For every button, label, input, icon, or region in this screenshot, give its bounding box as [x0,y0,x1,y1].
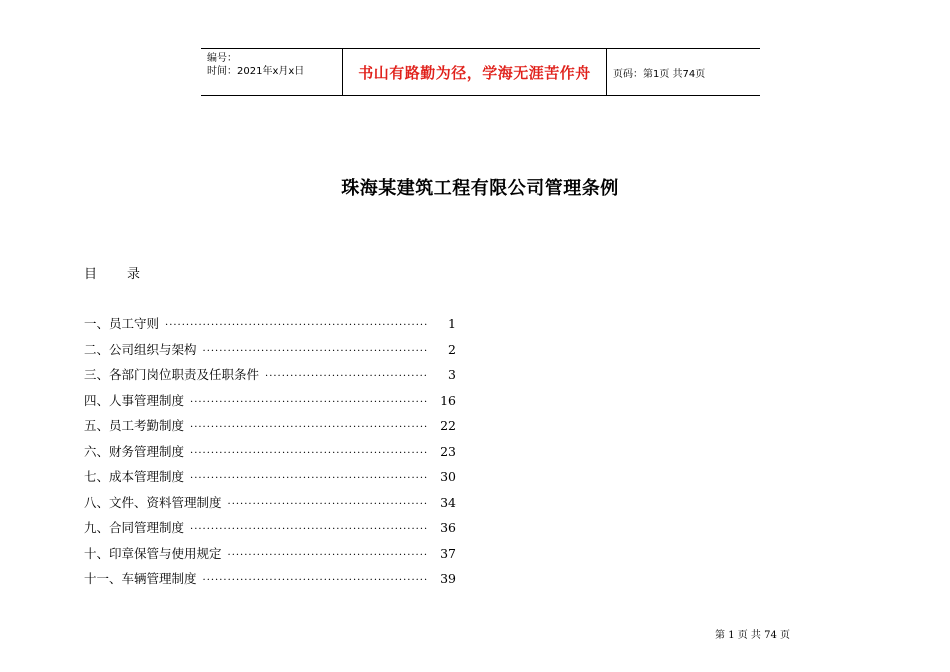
toc-leader-dots [203,346,428,357]
toc-item-label: 七、成本管理制度 [84,469,185,484]
toc-item-page: 34 [440,494,456,510]
toc-item-page: 22 [440,418,456,433]
header-motto: 书山有路勤为径，学海无涯苦作舟 [343,49,607,95]
table-of-contents [84,314,456,595]
toc-item[interactable] [84,544,456,570]
header-number-label: 编号： [207,53,237,64]
toc-item[interactable] [84,416,456,442]
toc-item-label: 九、合同管理制度 [84,520,185,535]
document-title: 珠海某建筑工程有限公司管理条例 [341,178,619,199]
toc-item-label: 十一、车辆管理制度 [84,571,197,586]
toc-leader-dots [190,448,428,459]
toc-item-page: 3 [448,367,456,382]
toc-leader-dots [228,499,428,510]
toc-item-label: 十、印章保管与使用规定 [84,545,222,561]
toc-item[interactable] [84,518,456,544]
header-time-label: 时间：2021年x月x日 [207,66,305,77]
toc-heading [84,263,140,282]
toc-leader-dots [265,371,428,382]
toc-heading-right: 录 [127,267,141,282]
toc-item-label: 三、各部门岗位职责及任职条件 [84,367,260,382]
toc-heading-left: 目 [84,267,98,282]
toc-item[interactable] [84,569,456,595]
toc-leader-dots [190,422,428,433]
toc-item[interactable] [84,493,456,519]
toc-item[interactable] [84,340,456,366]
toc-item-label: 一、员工守则 [84,316,160,331]
toc-item[interactable] [84,442,456,468]
toc-leader-dots [203,575,428,586]
toc-item[interactable] [84,467,456,493]
toc-item[interactable] [84,365,456,391]
toc-item[interactable] [84,314,456,340]
page-header [201,48,760,96]
toc-item-page: 37 [440,545,456,561]
toc-item-page: 23 [440,443,456,459]
toc-item-label: 二、公司组织与架构 [84,341,197,357]
toc-item[interactable] [84,391,456,417]
toc-item-label: 四、人事管理制度 [84,392,185,408]
toc-item-page: 1 [448,316,456,331]
toc-item-page: 36 [440,520,456,535]
toc-leader-dots [190,524,428,535]
page-footer: 第 1 页 共 74 页 [715,630,790,641]
toc-item-page: 16 [440,392,456,408]
toc-leader-dots [190,473,428,484]
toc-leader-dots [228,550,428,561]
header-meta-cell [201,49,343,95]
toc-leader-dots [165,320,428,331]
header-page-info: 页码：第1页 共74页 [613,68,706,80]
toc-item-label: 六、财务管理制度 [84,443,185,459]
toc-item-label: 五、员工考勤制度 [84,418,185,433]
toc-leader-dots [190,397,428,408]
toc-item-page: 39 [440,571,456,586]
toc-item-label: 八、文件、资料管理制度 [84,494,222,510]
toc-item-page: 30 [440,469,456,484]
toc-item-page: 2 [448,341,456,357]
